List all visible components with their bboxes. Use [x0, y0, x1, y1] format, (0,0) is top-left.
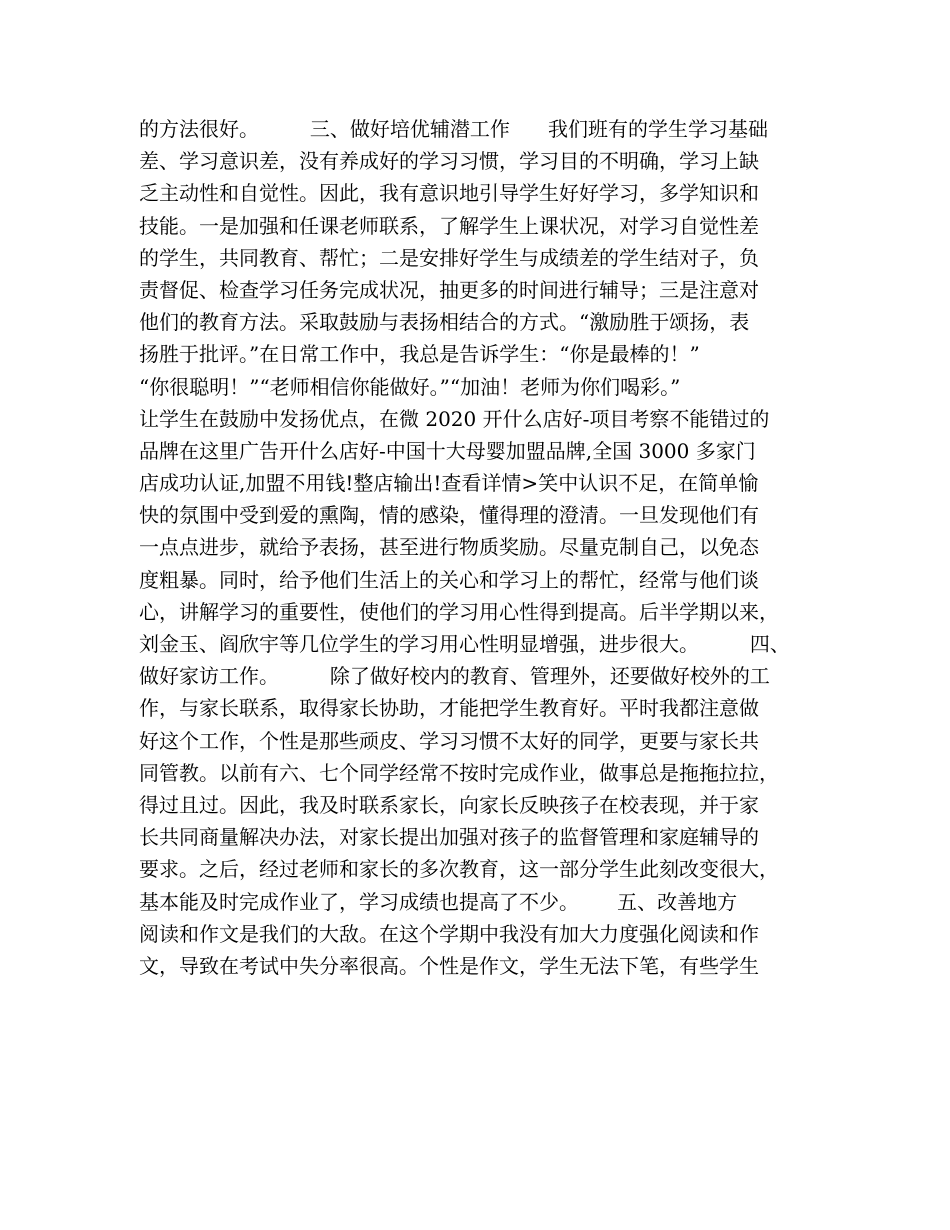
text-line: 店成功认证,加盟不用钱!整店输出!查看详情>笑中认识不足，在简单愉: [139, 471, 759, 496]
text-line: 好这个工作，个性是那些顽皮、学习习惯不太好的同学，更要与家长共: [139, 728, 759, 753]
text-line: 品牌在这里广告开什么店好-中国十大母婴加盟品牌,全国 3000 多家门: [139, 438, 756, 463]
text-line: 的方法很好。 三、做好培优辅潜工作 我们班有的学生学习基础: [139, 117, 769, 141]
text-line: 技能。一是加强和任课老师联系，了解学生上课状况，对学习自觉性差: [139, 213, 759, 238]
text-line: 一点点进步，就给予表扬，甚至进行物质奖励。尽量克制自己，以免态: [139, 535, 759, 560]
text-line: 做好家访工作。 除了做好校内的教育、管理外，还要做好校外的工: [139, 664, 770, 689]
text-line: 作，与家长联系，取得家长协助，才能把学生教育好。平时我都注意做: [139, 696, 759, 721]
text-line: 基本能及时完成作业了，学习成绩也提高了不少。 五、改善地方: [139, 889, 738, 914]
body-text: [139, 113, 839, 982]
text-line: 文，导致在考试中失分率很高。个性是作文，学生无法下笔，有些学生: [139, 953, 759, 978]
text-line: 责督促、检查学习任务完成状况，抽更多的时间进行辅导；三是注意对: [139, 277, 759, 302]
text-line: 快的氛围中受到爱的熏陶，情的感染，懂得理的澄清。一旦发现他们有: [139, 503, 759, 528]
text-line: 他们的教育方法。采取鼓励与表扬相结合的方式。“激励胜于颂扬，表: [139, 310, 750, 335]
text-line: 得过且过。因此，我及时联系家长，向家长反映孩子在校表现，并于家: [139, 792, 759, 817]
text-line: 同管教。以前有六、七个同学经常不按时完成作业，做事总是拖拖拉拉，: [139, 760, 779, 785]
text-line: 的学生，共同教育、帮忙；二是安排好学生与成绩差的学生结对子，负: [139, 245, 759, 270]
text-line: 要求。之后，经过老师和家长的多次教育，这一部分学生此刻改变很大，: [139, 857, 779, 882]
text-line: 差、学习意识差，没有养成好的学习习惯，学习目的不明确，学习上缺: [139, 149, 759, 174]
text-line: 心，讲解学习的重要性，使他们的学习用心性得到提高。后半学期以来，: [139, 599, 779, 624]
text-line: 度粗暴。同时，给予他们生活上的关心和学习上的帮忙，经常与他们谈: [139, 567, 759, 592]
text-line: 扬胜于批评。”在日常工作中，我总是告诉学生：“你是最棒的！”: [139, 342, 700, 367]
text-line: “你很聪明！”“老师相信你能做好。”“加油！老师为你们喝彩。”: [139, 374, 681, 399]
text-line: 让学生在鼓励中发扬优点，在微 2020 开什么店好-项目考察不能错过的: [139, 406, 770, 431]
text-line: 长共同商量解决办法，对家长提出加强对孩子的监督管理和家庭辅导的: [139, 825, 759, 850]
text-line: 阅读和作文是我们的大敌。在这个学期中我没有加大力度强化阅读和作: [139, 921, 759, 946]
text-line: 刘金玉、阎欣宇等几位学生的学习用心性明显增强，进步很大。 四、: [139, 632, 790, 656]
text-line: 乏主动性和自觉性。因此，我有意识地引导学生好好学习，多学知识和: [139, 181, 759, 206]
